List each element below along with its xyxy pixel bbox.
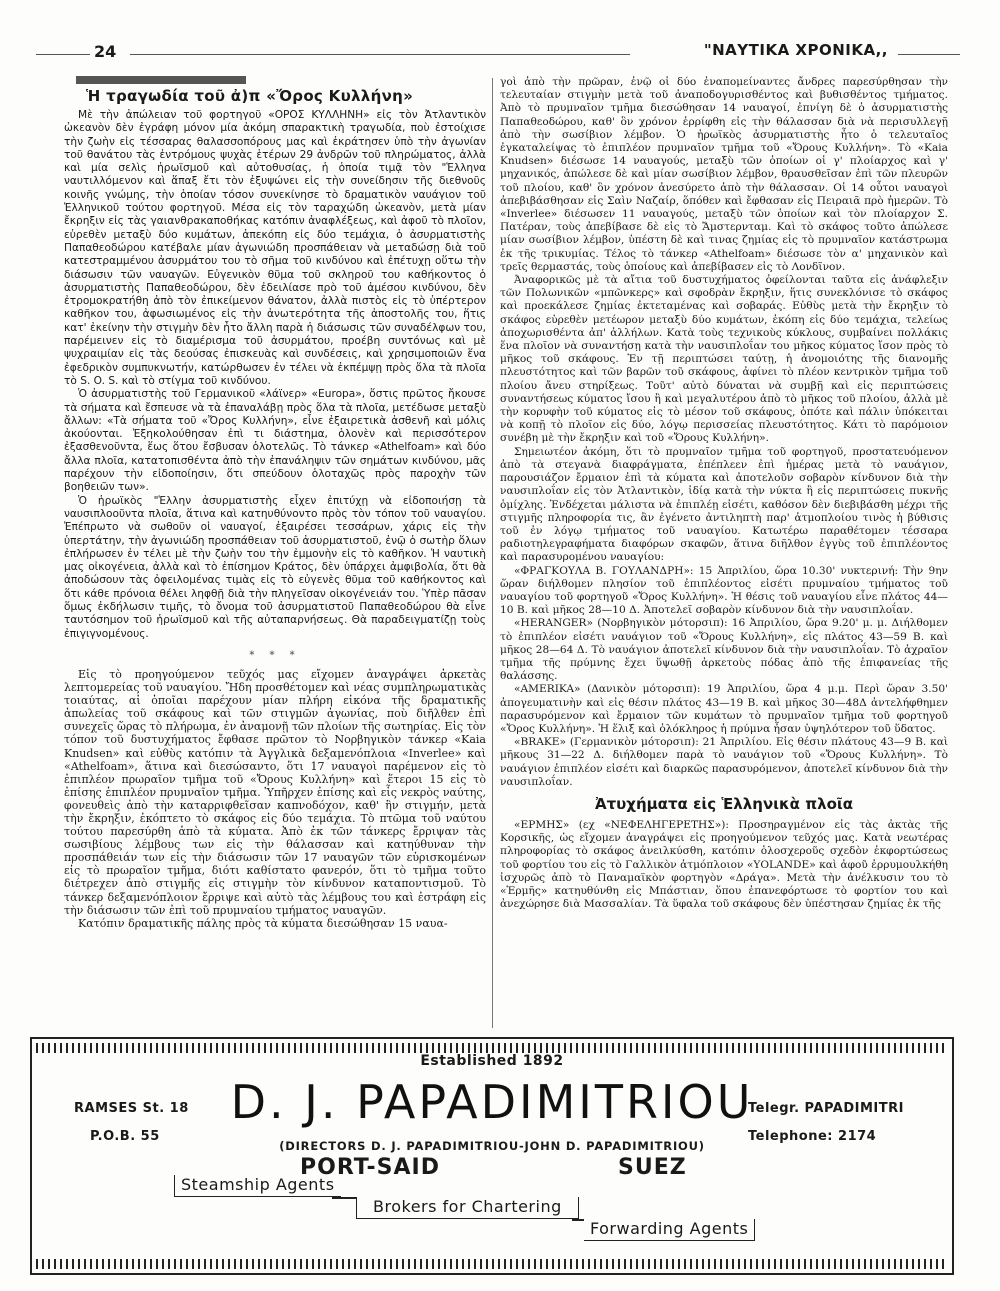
telephone-number: Telephone: 2174: [748, 1129, 877, 1144]
directors-line: (DIRECTORS D. J. PAPADIMITRIOU-JOHN D. PAPADIMITRIOU): [279, 1139, 705, 1153]
accident-paragraph: «ΕΡΜΗΣ» (εχ «ΝΕΦΕΛΗΓΕΡΕΤΗΣ»): Προσηραγμένον εἰς τὰς ἀκτὰς τῆς Κορσικῆς, ὡς εἴχομεν ἀναγράψει εἰς προηγούμενον τεῦχός μας. Κατὰ νεωτέρας πληροφορίας τὸ σκάφος ἀνειλκύσθη, κατόπιν ὁλοσχεροῦς σχεδὸν ἐκφορτώσεως τοῦ φορτίου του εἰς τὸ Γαλλικὸν ἀτμόπλοιον «YOLANDE» καὶ ἀφοῦ ἐρρυμουλκήθη ἰσχυρῶς ἀπὸ τὸ Παναμαϊκὸν φορτηγὸν «Δράγα». Μετὰ τὴν ἀνέλκυσιν του τὸ «Ἑρμῆς» κατηυθύνθη εἰς Μπάστιαν, ὅπου ἐπανεφόρτωσε τὸ φορτίον του καὶ ἀνεχώρησε διὰ Μασσαλίαν. Τὰ ὕφαλα τοῦ σκάφους δὲν ὑπέστησαν ζημίας ἐκ τῆς: [500, 818, 948, 911]
article-paragraph: Ἀναφορικῶς μὲ τὰ αἴτια τοῦ δυστυχήματος ὀφείλονται ταῦτα εἰς ἀνάφλεξιν τῶν Πολωνικῶν «μπῶνκερς» καὶ σφοδρὰν ἔκρηξιν, ἥτις συνεκλόνισε τὸ σκάφος καὶ προεκάλεσε ζημίας ἐκτεταμένας καὶ σοβαράς. Εὐθὺς μετὰ τὴν ἔκρηξιν τὸ σκάφος εὑρεθὲν μετέωρον μεταξὺ δύο κυμάτων, ἐκόπη εἰς δύο τεμάχια, τελείως ἀποχωρισθέντα ἀπ' ἀλλήλων. Κατὰ τοὺς τεχνικοὺς κύκλους, συμβαίνει πολλάκις ἕνα πλοῖον νὰ συναντήσῃ κατὰ τὴν ναυσιπλοΐαν του μῆκος κύματος ἴσον πρὸς τὸ μῆκος τοῦ σκάφους. Ἐν τῇ περιπτώσει ταύτῃ, ἡ ἀνομοιότης τῆς διανομῆς πλευστότητος καὶ τῶν βαρῶν τοῦ σκάφους, ἀφίνει τὸ πλέον κεντρικὸν τμῆμα τοῦ πλοίου ἄνευ στηρίξεως. Τοῦτ' αὐτὸ δύναται νὰ συμβῇ καὶ εἰς περιπτώσεις συναντήσεως κύματος ἴσου ἢ καὶ μεγαλυτέρου ἀπὸ τὸ μῆκος τοῦ πλοίου, ἀλλὰ μὲ τὴν κορυφὴν τοῦ κύματος εἰς τὸ μέσον τοῦ σκάφους, ὁπότε καὶ πάλιν ὑπόκειται νὰ κοπῇ τὸ πλοῖον εἰς δύο, λόγῳ περισσείας πλευστότητος. Κάτι τὸ παρόμοιον συνέβη μὲ τὴν ἔκρηξιν καὶ τοῦ «Ὄρους Κυλλήνη».: [500, 274, 948, 445]
column-divider: [492, 78, 493, 1028]
telegraph-address: Telegr. PAPADIMITRI: [748, 1101, 904, 1116]
radiotelegram-paragraph: «ΦΡΑΓΚΟΥΛΑ Β. ΓΟΥΛΑΝΔΡΗ»: 15 Ἀπριλίου, ὥρα 10.30' νυκτερινή: Τὴν 9ην ὥραν διήλθομεν πλησίον τοῦ ἐπιπλέοντος εἰσέτι πρυμναίου τμήματος τοῦ ναυαγίου τοῦ φορτηγοῦ «Ὄρος Κυλλήνη». Ἡ θέσις τοῦ ναυαγίου εἶνε πλάτος 44—10 Β. καὶ μῆκος 28—10 Δ. Ἀποτελεῖ σοβαρὸν κίνδυνον διὰ τὴν ναυσιπλοΐαν.: [500, 564, 948, 617]
right-column: [500, 76, 948, 911]
address-street: RAMSES St. 18: [74, 1101, 189, 1116]
radiotelegram-paragraph: «AMERIKA» (Δανικὸν μότορσιπ): 19 Ἀπριλίου, ὥρα 4 μ.μ. Περὶ ὥραν 3.50' ἀπογευματινὴν καὶ εἰς θέσιν πλάτος 43—19 Β. καὶ μῆκος 30—48Δ ἀντελήφθημεν παρασυρόμενον καὶ ἔρμαιον τῶν κυμάτων τὸ πρυμναῖον τμῆμα τοῦ φορτηγοῦ «Ὄρος Κυλλήνη». Ἡ ἕλιξ καὶ ὁλόκληρος ἡ πρύμνα ἦσαν ὑψηλότερον τοῦ ὕδατος.: [500, 683, 948, 735]
company-name: D. J. PAPADIMITRIOU: [230, 1075, 754, 1129]
city-port-said: PORT-SAID: [300, 1155, 441, 1180]
header-rule: [36, 54, 90, 55]
section-title: Ἀτυχήματα εἰς Ἑλληνικὰ πλοῖα: [594, 794, 854, 813]
divider-line: [572, 1219, 584, 1221]
city-suez: SUEZ: [618, 1155, 687, 1180]
closing-paragraph: Κατόπιν δραματικῆς πάλης πρὸς τὰ κύματα διεσώθησαν 15 ναυα-: [78, 916, 448, 930]
journal-title: "ΝΑΥΤΙΚΑ ΧΡΟΝΙΚΑ,,: [703, 41, 888, 59]
article-paragraph: Μὲ τὴν ἀπώλειαν τοῦ φορτηγοῦ «ΟΡΟΣ ΚΥΛΛΗΝΗ» εἰς τὸν Ἀτλαντικὸν ὠκεανὸν δὲν ἐγράφη μόνον μία ἀκόμη σπαρακτικὴ τραγωδία, ποὺ ἐστοίχισε τὴν ζωὴν εἰς τέσσαρας θαλασσοπόρους μας καὶ ἐκράτησεν ὑπὸ τὴν ἀγωνίαν τοῦ θανάτου τὰς ἐντρόμους ψυχὰς ἑτέρων 29 ἀνδρῶν τοῦ πληρώματος, ἀλλὰ καὶ μία σελὶς ἡρωϊσμοῦ καὶ αὐτοθυσίας, ἡ ὁποία τιμᾷ τὸν "Ἑλληνα ναυτιλλόμενον καὶ ἅπαξ ἔτι τὸν ἐξυψώνει εἰς τὴν συνείδησιν τῆς διεθνοῦς κοινῆς γνώμης, τὴν ὁποίαν τόσον συνεκίνησε τὸ δραματικὸν ναυάγιον τοῦ Ἑλληνικοῦ τούτου φορτηγοῦ. Μέσα εἰς τὸν ταραχώδη ὠκεανὸν, μετὰ μίαν ἔκρηξιν εἰς τὰς γαιανθρακαποθήκας κατόπιν ἀναφλέξεως, καὶ ἀφοῦ τὸ πλοῖον, εὑρεθὲν μεταξὺ δύο κυμάτων, ἀπεκόπη εἰς δύο τεμάχια, ὁ ἀσυρματιστὴς Παπαθεοδώρου κατέβαλε μίαν ἀγωνιώδη προσπάθειαν νὰ μεταδώσῃ διὰ τοῦ κατεστραμμένου ἀσυρμάτου του τὸ σῆμα τοῦ κινδύνου καὶ ἐπέτυχῃ οὕτω τὴν διάσωσιν τῶν ναυαγῶν. Εὐγενικὸν θῦμα τοῦ σκληροῦ του καθήκοντος ὁ ἀσυρματιστὴς Παπαθεοδώρου, δὲν ἐδειλίασε πρὸ τοῦ ἀμέσου κινδύνου, δὲν ἐτρομοκρατήθη ἀπὸ τὸν ἐπικείμενον θάνατον, ἀλλὰ πιστὸς εἰς τὸ ὑπέρτερον καθῆκον του, ἀφωσιωμένος εἰς τὴν ἀνωτερότητα τῆς ἀποστολῆς του, ἥτις κατ' ἐκείνην τὴν στιγμὴν δὲν ἦτο ἄλλη παρὰ ἡ διάσωσις τῶν συναδέλφων του, παρέμεινεν εἰς τὸ διαμέρισμα τοῦ ἀσυρμάτου, προέβη συντόνως καὶ μὲ ψυχραιμίαν εἰς τὰς δεούσας ἐπισκευὰς καὶ συνδέσεις, καὶ χρησιμοποιῶν ἕνα ἐφεδρικὸν συμπυκνωτήν, κατώρθωσεν ἐν τέλει νὰ ἐκπέμψῃ πρὸς ὅλα τὰ πλοῖα τὸ S. O. S. καὶ τὸ στίγμα τοῦ κινδύνου.: [64, 109, 486, 387]
page-header: [36, 36, 960, 66]
advertisement-box: [30, 1037, 954, 1275]
border-ticks: [36, 1043, 948, 1053]
article-paragraph: γοὶ ἀπὸ τὴν πρῶραν, ἐνῷ οἱ δύο ἐναπομείναντες ἄνδρες παρεσύρθησαν τὴν τελευταίαν στιγμὴν μετὰ τοῦ ἀναποδογυρισθέντος καὶ βυθισθέντος τμήματος. Ἀπὸ τὸ πρυμναῖον τμῆμα διεσώθησαν 14 ναυαγοί, ἐπνίγη δὲ ὁ ἀσυρματιστὴς Παπαθεοδώρου, καθ' ὃν χρόνον ἐρρίφθη εἰς τὴν θάλασσαν διὰ νὰ περισυλλεγῇ ἀπὸ τὴν σωσίβιον λέμβον. Ὁ ἡρωϊκὸς ἀσυρματιστὴς ἦτο ὁ τελευταῖος ἐγκαταλείψας τὸ ἐπιπλέον πρυμναῖον τμῆμα τοῦ «Ὄρους Κυλλήνη». Τὸ «Kaia Knudsen» διέσωσε 14 ναυαγούς, μεταξὺ τῶν ὁποίων οἱ γ' πλοίαρχος καὶ γ' μηχανικός, ἀπώλεσε δὲ καὶ μίαν σωσίβιον λέμβον, θραυσθεῖσαν ἐπὶ τῶν πλευρῶν τοῦ πλοίου, καθ' ὃν χρόνον ἀνεσύρετο ἀπὸ τὴν θάλασσαν. Οἱ 14 οὗτοι ναυαγοὶ ἀπεβιβάσθησαν εἰς Σαὶν Ναζαίρ, ὅπόθεν καὶ ἔφθασαν εἰς Πειραιᾶ πρὸ ἡμερῶν. Τὸ «Inverlee» διέσωσεν 11 ναυαγούς, μεταξὺ τῶν ὁποίων καὶ τὸν πλοίαρχον Σ. Πατέραν, τοὺς ἀπεβίβασε δὲ εἰς τὸ Ἄμστερνταμ. Καὶ τὸ σκάφος τοῦτο ἀπώλεσε μίαν σωσίβιον λέμβον, ὑπέστη δὲ καὶ τινας ζημίας εἰς τὸ πρυμναῖον κατάστρωμα ἐκ τῆς τρικυμίας. Τέλος τὸ τάνκερ «Athelfoam» διέσωσε τὸν α' μηχανικὸν καὶ τρεῖς θερμαστάς, τοὺς ὁποίους καὶ ἀπεβίβασεν εἰς τὸ Λονδῖνον.: [500, 76, 948, 273]
header-rule: [898, 54, 960, 55]
section-separator: * * *: [249, 649, 301, 661]
border-ticks: [36, 1259, 948, 1269]
radiotelegram-paragraph: «HERANGER» (Νορβηγικὸν μότορσιπ): 16 Ἀπριλίου, ὥρα 9.20' μ. μ. Διήλθομεν τὸ ἐπιπλέον εἰσέτι ναυάγιον τοῦ «Ὄρους Κυλλήνη», εἰς πλάτος 43—59 Β. καὶ μῆκος 28—64 Δ. Τὸ ναυάγιον ἀποτελεῖ κίνδυνον διὰ τὴν ναυσιπλοΐαν. Τὸ ἀχραῖον τμῆμα τῆς πρύμνης ἔχει ὕψωθῇ ἀρκετοὺς πόδας ἀπὸ τῆς ἐπιφανείας τῆς θαλάσσης.: [500, 617, 948, 683]
article-paragraph: Ὁ ἀσυρματιστὴς τοῦ Γερμανικοῦ «λάϊνερ» «Europa», ὅστις πρῶτος ἤκουσε τὰ σήματα καὶ ἔσπευσε νὰ τὰ ἐπαναλάβῃ πρὸς ὅλα τὰ πλοῖα, μετέδωσε μεταξὺ ἄλλων: «Τὰ σήματα τοῦ «Ὄρος Κυλλήνη», εἶνε ἐξαιρετικὰ ἀσθενῆ καὶ μόλις ἀκούονται. Ἐξηκολούθησαν ἐπὶ τι διάστημα, ὁλονὲν καὶ περισσότερον ἐξασθενοῦντα, ἕως ὅτου ἔσβυσαν ὁλοτελῶς. Τὸ τάνκερ «Athelfoam» καὶ δύο ἄλλα πλοῖα, κατατοπισθέντα ἀπὸ τὴν ἐπανάληψιν τῶν σημάτων κινδύνου, μᾶς παρέχουν τὴν εἰδοποίησιν, ὅτι σπεύδουν ὁλοταχῶς πρὸς παροχὴν τῶν βοηθειῶν των».: [64, 388, 486, 494]
service-brokers-chartering: Brokers for Chartering: [356, 1197, 579, 1219]
established-year: Established 1892: [420, 1053, 564, 1069]
radiotelegram-paragraph: «BRAKE» (Γερμανικὸν μότορσιπ): 21 Ἀπριλίου. Εἰς θέσιν πλάτους 43—9 Β. καὶ μῆκους 31—22 Δ. διήλθομεν παρὰ τὸ ναυάγιον τοῦ «Ὄρους Κυλλήνη». Τὸ ναυάγιον ἐπιπλέον εἰσέτι καὶ διαρκῶς παρασυρόμενον, ἀποτελεῖ κίνδυνον διὰ τὴν ναυσιπλοΐαν.: [500, 736, 948, 788]
title-bar-decoration: [76, 76, 246, 84]
service-steamship-agents: Steamship Agents: [174, 1175, 341, 1197]
service-forwarding-agents: Forwarding Agents: [584, 1219, 755, 1241]
article-title: Ἡ τραγωδία τοῦ ἀ)π «Ὄρος Κυλλήνη»: [86, 87, 414, 105]
left-column: [64, 76, 486, 930]
article-paragraph: Ὁ ἡρωϊκὸς "Ἑλλην ἀσυρματιστὴς εἶχεν ἐπιτύχῃ νὰ εἰδοποιήσῃ τὰ ναυσιπλοοῦντα πλοῖα, ἅτινα καὶ κατηυθύνοντο πρὸς τὸν τόπον τοῦ ναυαγίου. Ἐπέπρωτο νὰ σωθοῦν οἱ ναυαγοί, ἐξαιρέσει τεσσάρων, χάρις εἰς τὴν ὑπερτάτην, τὴν ἀγωνιώδη προσπάθειαν τοῦ ἀσυρματιστοῦ, ἐνῷ ὁ σωτὴρ ὅλων ἐπλήρωσεν ἐν τέλει μὲ τὴν ζωὴν του τὴν ἐμμονὴν εἰς τὸ καθῆκον. Ἡ ναυτικὴ μας οἰκογένεια, ἀλλὰ καὶ τὸ ἐπίσημον Κράτος, δὲν ὑπάρχει ἀμφιβολία, ὅτι θὰ ἀποδώσουν τὰς ὀφειλομένας τιμὰς εἰς τὸ εὐγενὲς θῦμα τοῦ καθήκοντος καὶ ὅτι κάθε πρόνοια θέλει ληφθῇ διὰ τὴν πληγεῖσαν οἰκογένειάν του. Ὑπὲρ πᾶσαν ὅμως ἐκδήλωσιν τιμῆς, τὸ ὄνομα τοῦ ἀσυρματιστοῦ Παπαθεοδώρου θὰ εἶνε ταυτόσημον τοῦ ἡρωϊσμοῦ καὶ τῆς αὐταπαρνήσεως. Θὰ παραδειγματίζῃ τοὺς ἐπιγιγνομένους.: [64, 494, 486, 640]
header-rule: [130, 54, 630, 55]
followup-paragraph: Εἰς τὸ προηγούμενον τεῦχός μας εἴχομεν ἀναγράψει ἀρκετὰς λεπτομερείας τοῦ ναυαγίου. Ἤδη προσθέτομεν καὶ νέας συμπληρωματικὰς τοιαύτας, αἱ ὁποῖαι παρέχουν μίαν πλήρη εἰκόνα τῆς δραματικῆς ἀπωλείας τοῦ σκάφους καὶ τῶν στιγμῶν ἀγωνίας, ποὺ διῆλθεν ἐπὶ συνεχεῖς ὥρας τὸ πλήρωμα, ἐν ἀναμονῇ τῶν πλοίων τῆς σωτηρίας. Εἰς τὸν τόπον τοῦ δυστυχήματος ἔφθασε πρῶτον τὸ Νορβηγικὸν τάνκερ «Kaia Knudsen» καὶ εὐθὺς κατόπιν τὰ Ἀγγλικὰ δεξαμενόπλοια «Inverlee» καὶ «Athelfoam», ἅτινα καὶ διεσώσαντο, ὅτι 17 ναυαγοὶ παρέμενον εἰς τὸ ἐπιπλέον πρωραῖον τμῆμα τοῦ «Ὄρους Κυλλήνη» καὶ ἕτεροι 15 εἰς τὸ ἐπίσης ἐπιπλέον πρυμναῖον τμῆμα. Ὑπῆρχεν ἐπίσης καὶ εἷς νεκρὸς ναύτης, φονευθεὶς ἀπὸ τὴν καταρριφθεῖσαν καπνοδόχον, καθ' ἣν στιγμήν, μετὰ τὴν ἔκρηξιν, ἐκόπτετο τὸ σκάφος εἰς δύο τεμάχια. Τὸ πτῶμα τοῦ ναύτου τούτου παρεσύρθη ἀπὸ τὰ κύματα. Ἀπὸ ἐκ τῶν τάνκερς ἔρριψαν τὰς σωσιβίους λέμβους των εἰς τὴν θάλασσαν καὶ κατηύθυναν τὴν προσπάθειάν των εἰς τὴν διάσωσιν τῶν 17 ναυαγῶν τῶν εὑρισκομένων εἰς τὸ πρωραῖον τμῆμα, διότι καθίστατο φανερόν, ὅτι τὸ τμῆμα τοῦτο διέτρεχεν ἀπὸ στιγμῆς εἰς στιγμὴν τὸν κίνδυνον καταποντισμοῦ. Τὸ τάνκερ δεξαμενόπλοιον ἔρριψε καὶ αὐτὸ τὰς λέμβους του καὶ ἐστράφη εἰς τὴν διάσωσιν τῶν ἐπὶ τοῦ πρυμναίου τμήματος ναυαγῶν.: [64, 667, 486, 917]
page-number: 24: [94, 42, 117, 61]
article-paragraph: Σημειωτέον ἀκόμη, ὅτι τὸ πρυμναῖον τμῆμα τοῦ φορτηγοῦ, προστατευόμενον ἀπὸ τὰ στεγανὰ διαφράγματα, ἐπέπλεεν ἐπὶ ἡμέρας μετὰ τὸ ναυάγιον, παρουσιάζον ἔρμαιον ἐπὶ τὰ κύματα καὶ ἀποτελοῦν σοβαρὸν κίνδυνον διὰ τὴν ναυσιπλοΐαν εἰς τὸν Ἀτλαντικὸν, ἰδίᾳ κατὰ τὴν νύκτα ἢ εἰς περιπτώσεις πυκνῆς ὁμίχλης. Ἐνδέχεται μάλιστα νὰ ἐπιπλέῃ εἰσέτι, καθόσον δὲν διεβιβάσθη μέχρι τῆς στιγμῆς πληροφορία τις, ἂν ἐγένετο ἀντιληπτὴ παρ' ἀτμοπλοίου τινὸς ἡ βύθισις τοῦ ἐν λόγῳ τμήματος τοῦ ναυαγίου. Κατωτέρω παραθέτομεν τέσσαρα ραδιοτηλεγραφήματα διαφόρων σκαφῶν, ἅτινα διῆλθον ἐγγὺς τοῦ ἐπιπλέοντος καὶ παρασυρομένου ναυαγίου:: [500, 445, 948, 564]
divider-line: [332, 1197, 356, 1199]
address-pob: P.O.B. 55: [90, 1129, 160, 1144]
